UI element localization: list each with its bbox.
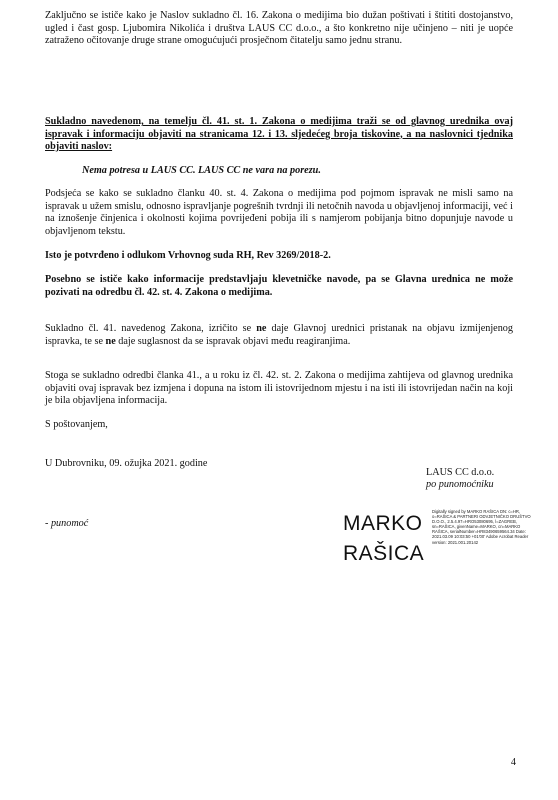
page-number: 4 [510,757,516,768]
signature-role: po punomoćniku [426,479,494,490]
paragraph-article-40: Podsjeća se kako se sukladno članku 40. st. 4. Zakona o medijima pod pojmom ispravak ne misli samo na ispravak u užem smislu, odnosno ispravljanje pogrešnih tvrdnji ili netočnih navoda u objavljenoj informaciji, već i na iznošenje činjenica i okolnosti kojima povrijeđeni pobija ili s namjerom pobijanja bitno dopunjuje navode u objavljenom tekstu. [45,188,513,237]
paragraph-supreme-court: Isto je potvrđeno i odlukom Vrhovnog suda RH, Rev 3269/2018-2. [45,250,331,261]
paragraph-defamation: Posebno se ističe kako informacije predstavljaju klevetničke navode, pa se Glavna urednica ne može pozivati na odredbu čl. 42. st. 4. Zakona o medijima. [45,274,513,298]
closing-greeting: S poštovanjem, [45,419,108,430]
headline-to-publish: Nema potresa u LAUS CC. LAUS CC ne vara na porezu. [82,165,321,176]
paragraph-demand-publication: Stoga se sukladno odredbi članka 41., a u roku iz čl. 42. st. 2. Zakona o medijima zahtijeva od glavnog urednika objaviti ovaj ispravak bez izmjena i dopuna na istom ili istovrijednom mjestu i na isti ili istovrijedan način na koji je bila objavljena informacija. [45,370,513,407]
stamp-name-line1: MARKO [343,512,423,535]
enclosure-note: - punomoć [45,518,89,529]
paragraph-no-consent: Sukladno čl. 41. navedenog Zakona, izričito se ne daje Glavnoj urednici pristanak na objavu izmijenjenog ispravka, te se ne daje suglasnost da se ispravak objavi među reagiranjima. [45,323,513,347]
place-and-date: U Dubrovniku, 09. ožujka 2021. godine [45,458,208,469]
signature-company: LAUS CC d.o.o. [426,467,495,478]
paragraph-conclusion: Zaključno se ističe kako je Naslov sukladno čl. 16. Zakona o medijima bio dužan poštivati i štititi dostojanstvo, ugled i čast gosp. Ljubomira Nikolića i društva LAUS CC d.o.o., a što konkretno nije učinjeno – niti je uopće zatraženo očitovanje druge strane omogućujući prosječnom čitatelju samo jednu stranu. [45,10,513,47]
digital-signature-stamp [343,509,533,579]
paragraph-request-heading: Sukladno navedenom, na temelju čl. 41. st. 1. Zakona o medijima traži se od glavnog urednika ovaj ispravak i informaciju objaviti na stranicama 12. i 13. sljedećeg broja tiskovine, a na naslovnici tjednika objaviti naslov: [45,116,513,153]
stamp-details: Digitally signed by MARKO RAŠICA DN: c=HR, o=RAŠICA & PARTNERI ODVJETNIČKO DRUŠTVO D.O.O., 2.5.4.97=HRO53080695, l=ZAGREB, sn=RAŠICA, givenName=MARKO, cn=MARKO RAŠICA, serialNumber=HR83490659564.34 Date: 2021.03.09 10:03:50 +01'00' Adobe Acrobat Reader version: 2021.001.20142 [432,509,531,545]
stamp-name-line2: RAŠICA [343,542,425,565]
